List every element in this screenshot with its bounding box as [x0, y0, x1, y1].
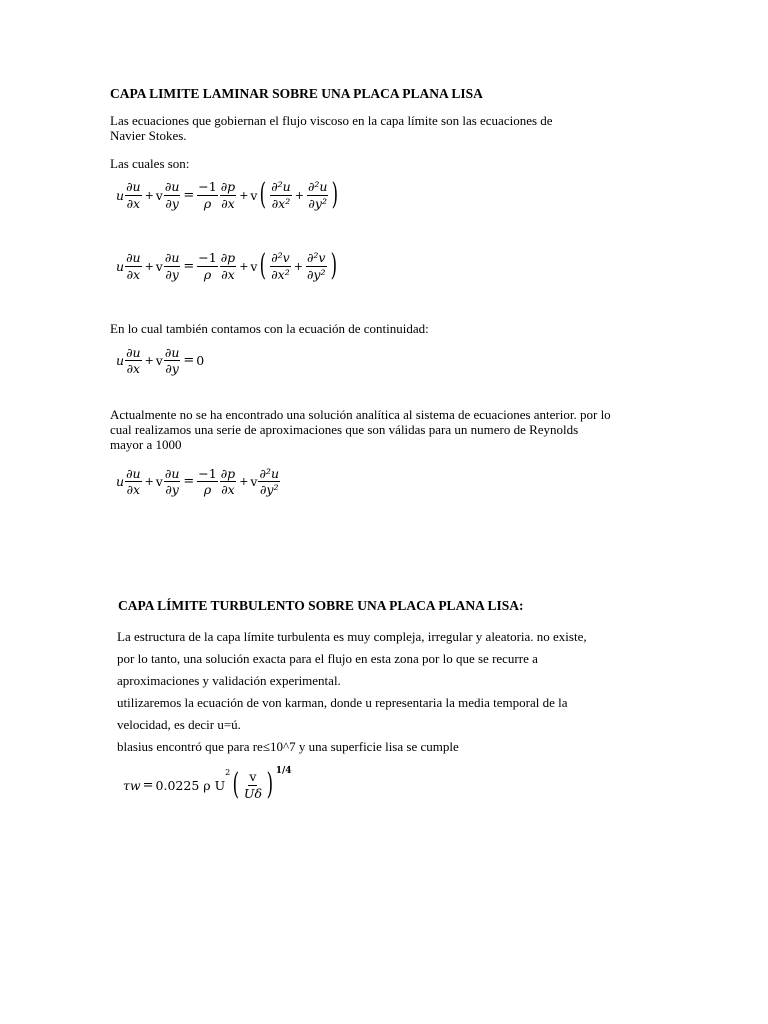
eq-term: τw: [123, 777, 141, 793]
eq-op: +: [144, 354, 154, 368]
turbulent-line-3: aproximaciones y validación experimental.: [117, 673, 341, 688]
eq-fraction: $\frac{\partial u}{\partial x}$: [126, 250, 141, 282]
navier-stokes-x-equation: [116, 177, 341, 212]
eq-equals: =: [142, 777, 154, 793]
wall-shear-equation: [123, 766, 292, 802]
eq-fraction: $\frac{v}{U\delta}$: [243, 769, 262, 801]
eq-op: +: [239, 475, 249, 489]
eq-op: +: [144, 188, 154, 202]
eq-fraction: $\frac{\partial u}{\partial x}$: [126, 345, 141, 377]
eq-op: +: [293, 259, 303, 273]
eq-equals: =: [183, 474, 195, 490]
eq-term: v: [155, 187, 163, 203]
eq-exponent: 1/4: [275, 766, 292, 776]
eq-term: u: [116, 258, 125, 274]
left-paren: (: [260, 248, 267, 283]
approx-line-1: Actualmente no se ha encontrado una solución analítica al sistema de ecuaciones anterior. por lo: [110, 407, 611, 422]
right-paren: ): [330, 248, 337, 283]
left-paren: (: [232, 767, 240, 802]
eq-fraction: $\frac{\partial u}{\partial x}$: [126, 466, 141, 498]
eq-fraction: $\frac{\partial u}{\partial x}$: [126, 179, 141, 211]
intro-paragraph: [110, 113, 553, 143]
eq-op: +: [239, 259, 249, 273]
eq-op: +: [239, 188, 249, 202]
eq-fraction: $\frac{\partial u}{\partial y}$: [164, 250, 180, 282]
eq-op: +: [144, 475, 154, 489]
eq-fraction: $\frac{\text{∂²v}}{\text{∂y²}}$: [306, 250, 326, 282]
eq-fraction: $\frac{\partial u}{\partial y}$: [164, 466, 180, 498]
section-laminar-title: CAPA LIMITE LAMINAR SOBRE UNA PLACA PLANA LISA: [110, 86, 483, 101]
eq-fraction: $\frac{\partial p}{\partial x}$: [220, 466, 236, 498]
turbulent-line-4: utilizaremos la ecuación de von karman, donde u representaria la media temporal de la: [117, 695, 568, 710]
eq-term: u: [116, 187, 125, 203]
eq-equals: =: [183, 187, 195, 203]
navier-stokes-y-equation: [116, 248, 339, 283]
eq-term: u: [116, 474, 125, 490]
right-paren: ): [266, 767, 274, 802]
eq-fraction: $\frac{\partial p}{\partial x}$: [220, 179, 236, 211]
eq-fraction: $\frac{\text{∂²v}}{\text{∂x²}}$: [271, 250, 290, 282]
turbulent-line-2: por lo tanto, una solución exacta para el flujo en esta zona por lo que se recurre a: [117, 651, 538, 666]
turbulent-paragraph: [117, 626, 587, 758]
continuity-text: En lo cual también contamos con la ecuación de continuidad:: [110, 321, 429, 336]
left-paren: (: [260, 177, 267, 212]
cuales-text: Las cuales son:: [110, 156, 190, 171]
eq-fraction: $\frac{-1}{\rho}$: [198, 179, 217, 211]
eq-term: v: [250, 474, 258, 490]
eq-fraction: $\frac{\text{∂²u}}{\text{∂y²}}$: [307, 179, 328, 211]
eq-fraction: $\frac{\text{∂²u}}{\text{∂y²}}$: [259, 466, 279, 498]
right-paren: ): [332, 177, 339, 212]
eq-term: v: [155, 474, 163, 490]
turbulent-line-6: blasius encontró que para re≤10^7 y una superficie lisa se cumple: [117, 739, 459, 754]
eq-op: +: [144, 259, 154, 273]
eq-op: +: [294, 188, 304, 202]
eq-term: 0: [196, 353, 205, 369]
eq-term: v: [155, 353, 163, 369]
intro-line-1: Las ecuaciones que gobiernan el flujo viscoso en la capa límite son las ecuaciones de: [110, 113, 553, 128]
eq-term: v: [250, 187, 258, 203]
turbulent-line-5: velocidad, es decir u=ú.: [117, 717, 241, 732]
continuity-equation: [116, 346, 204, 375]
eq-term: u: [116, 353, 125, 369]
approx-line-3: mayor a 1000: [110, 437, 182, 452]
turbulent-line-1: La estructura de la capa límite turbulenta es muy compleja, irregular y aleatoria. no existe,: [117, 629, 587, 644]
eq-equals: =: [183, 258, 195, 274]
eq-equals: =: [183, 353, 195, 369]
approx-line-2: cual realizamos una serie de aproximaciones que son válidas para un numero de Reynolds: [110, 422, 579, 437]
eq-superscript: 2: [225, 768, 231, 777]
eq-term: 0.0225 ρ U: [155, 777, 226, 793]
eq-fraction: $\frac{-1}{\rho}$: [198, 466, 217, 498]
eq-fraction: $\frac{-1}{\rho}$: [198, 250, 217, 282]
boundary-layer-equation: [116, 467, 281, 496]
eq-fraction: $\frac{\partial u}{\partial y}$: [164, 179, 180, 211]
eq-term: v: [155, 258, 163, 274]
eq-fraction: $\frac{\partial p}{\partial x}$: [220, 250, 236, 282]
approx-paragraph: [110, 407, 611, 452]
intro-line-2: Navier Stokes.: [110, 128, 187, 143]
eq-fraction: $\frac{\text{∂²u}}{\text{∂x²}}$: [271, 179, 291, 211]
eq-term: v: [250, 258, 258, 274]
eq-fraction: $\frac{\partial u}{\partial y}$: [164, 345, 180, 377]
section-turbulent-title: CAPA LÍMITE TURBULENTO SOBRE UNA PLACA PLANA LISA:: [118, 598, 524, 613]
